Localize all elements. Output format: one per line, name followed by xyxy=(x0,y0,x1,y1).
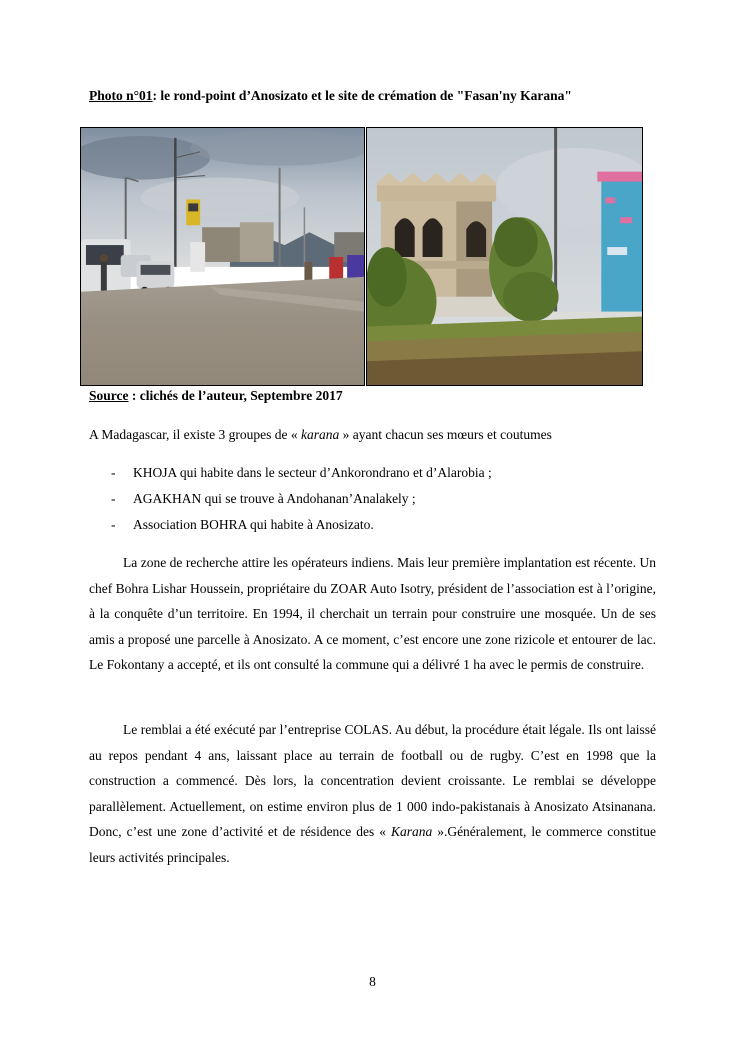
photo-caption-label: Photo n°01 xyxy=(89,88,153,103)
list-item xyxy=(89,516,492,542)
list-dash: - xyxy=(111,465,116,480)
list-dash: - xyxy=(111,491,116,506)
intro-before: A Madagascar, il existe 3 groupes de « xyxy=(89,427,302,442)
list-item-text: Association BOHRA qui habite à Anosizato. xyxy=(133,517,374,532)
paragraph-1: La zone de recherche attire les opérateurs indiens. Mais leur première implantation est récente. Un chef Bohra Lishar Houssein, propriétaire du ZOAR Auto Isotry, président de l’association est à l’origine, à la conquête d’un territoire. En 1994, il cherchait un terrain pour construire une mosquée. Un de ses amis a proposé une parcelle à Anosizato. A ce moment, c’est encore une zone rizicole et entourer de lac. Le Fokontany a accepté, et ils ont consulté la commune qui a délivré 1 ha avec le permis de construire. xyxy=(89,555,656,673)
paragraph-2-italic: Karana xyxy=(390,824,433,840)
list-item-text: KHOJA qui habite dans le secteur d’Ankorondrano et d’Alarobia ; xyxy=(133,465,492,480)
intro-sentence xyxy=(89,427,552,443)
photo-cremation-tower xyxy=(366,127,643,386)
paragraph-2-main: Le remblai a été exécuté par l’entreprise COLAS. Au début, la procédure était légale. Ils ont laissé au repos pendant 4 ans, laissant place au terrain de football ou de rugby. C’est en 1998 que la construction a commencé. Dès lors, la concentration devient croissante. Le remblai se développe parallèlement. Actuellement, on estime environ plus de 1 000 indo-pakistanais à Anosizato Atsinanana. Donc, c’est une zone d’activité et de résidence des « xyxy=(89,722,656,840)
photo-caption xyxy=(89,88,572,104)
page-number: 8 xyxy=(369,974,376,989)
intro-after: » ayant chacun ses mœurs et coutumes xyxy=(339,427,552,442)
photo-caption-text: : le rond-point d’Anosizato et le site de crémation de "Fasan'ny Karana" xyxy=(152,88,572,103)
intro-italic: karana xyxy=(301,427,340,442)
list-item xyxy=(89,490,492,516)
paragraph-2 xyxy=(89,717,656,871)
photo-source-text: : clichés de l’auteur, Septembre 2017 xyxy=(128,388,343,403)
photo-source-label: Source xyxy=(89,388,129,403)
list-dash: - xyxy=(111,517,116,532)
photo-source xyxy=(89,388,343,404)
list-item xyxy=(89,464,492,490)
paragraph-2-end: ».Généralement, le commerce constitue leurs activités principales. xyxy=(89,824,657,865)
karana-groups-list xyxy=(89,464,492,542)
list-item-text: AGAKHAN qui se trouve à Andohanan’Analakely ; xyxy=(133,491,416,506)
photo-roundabout-anosizato xyxy=(80,127,365,386)
